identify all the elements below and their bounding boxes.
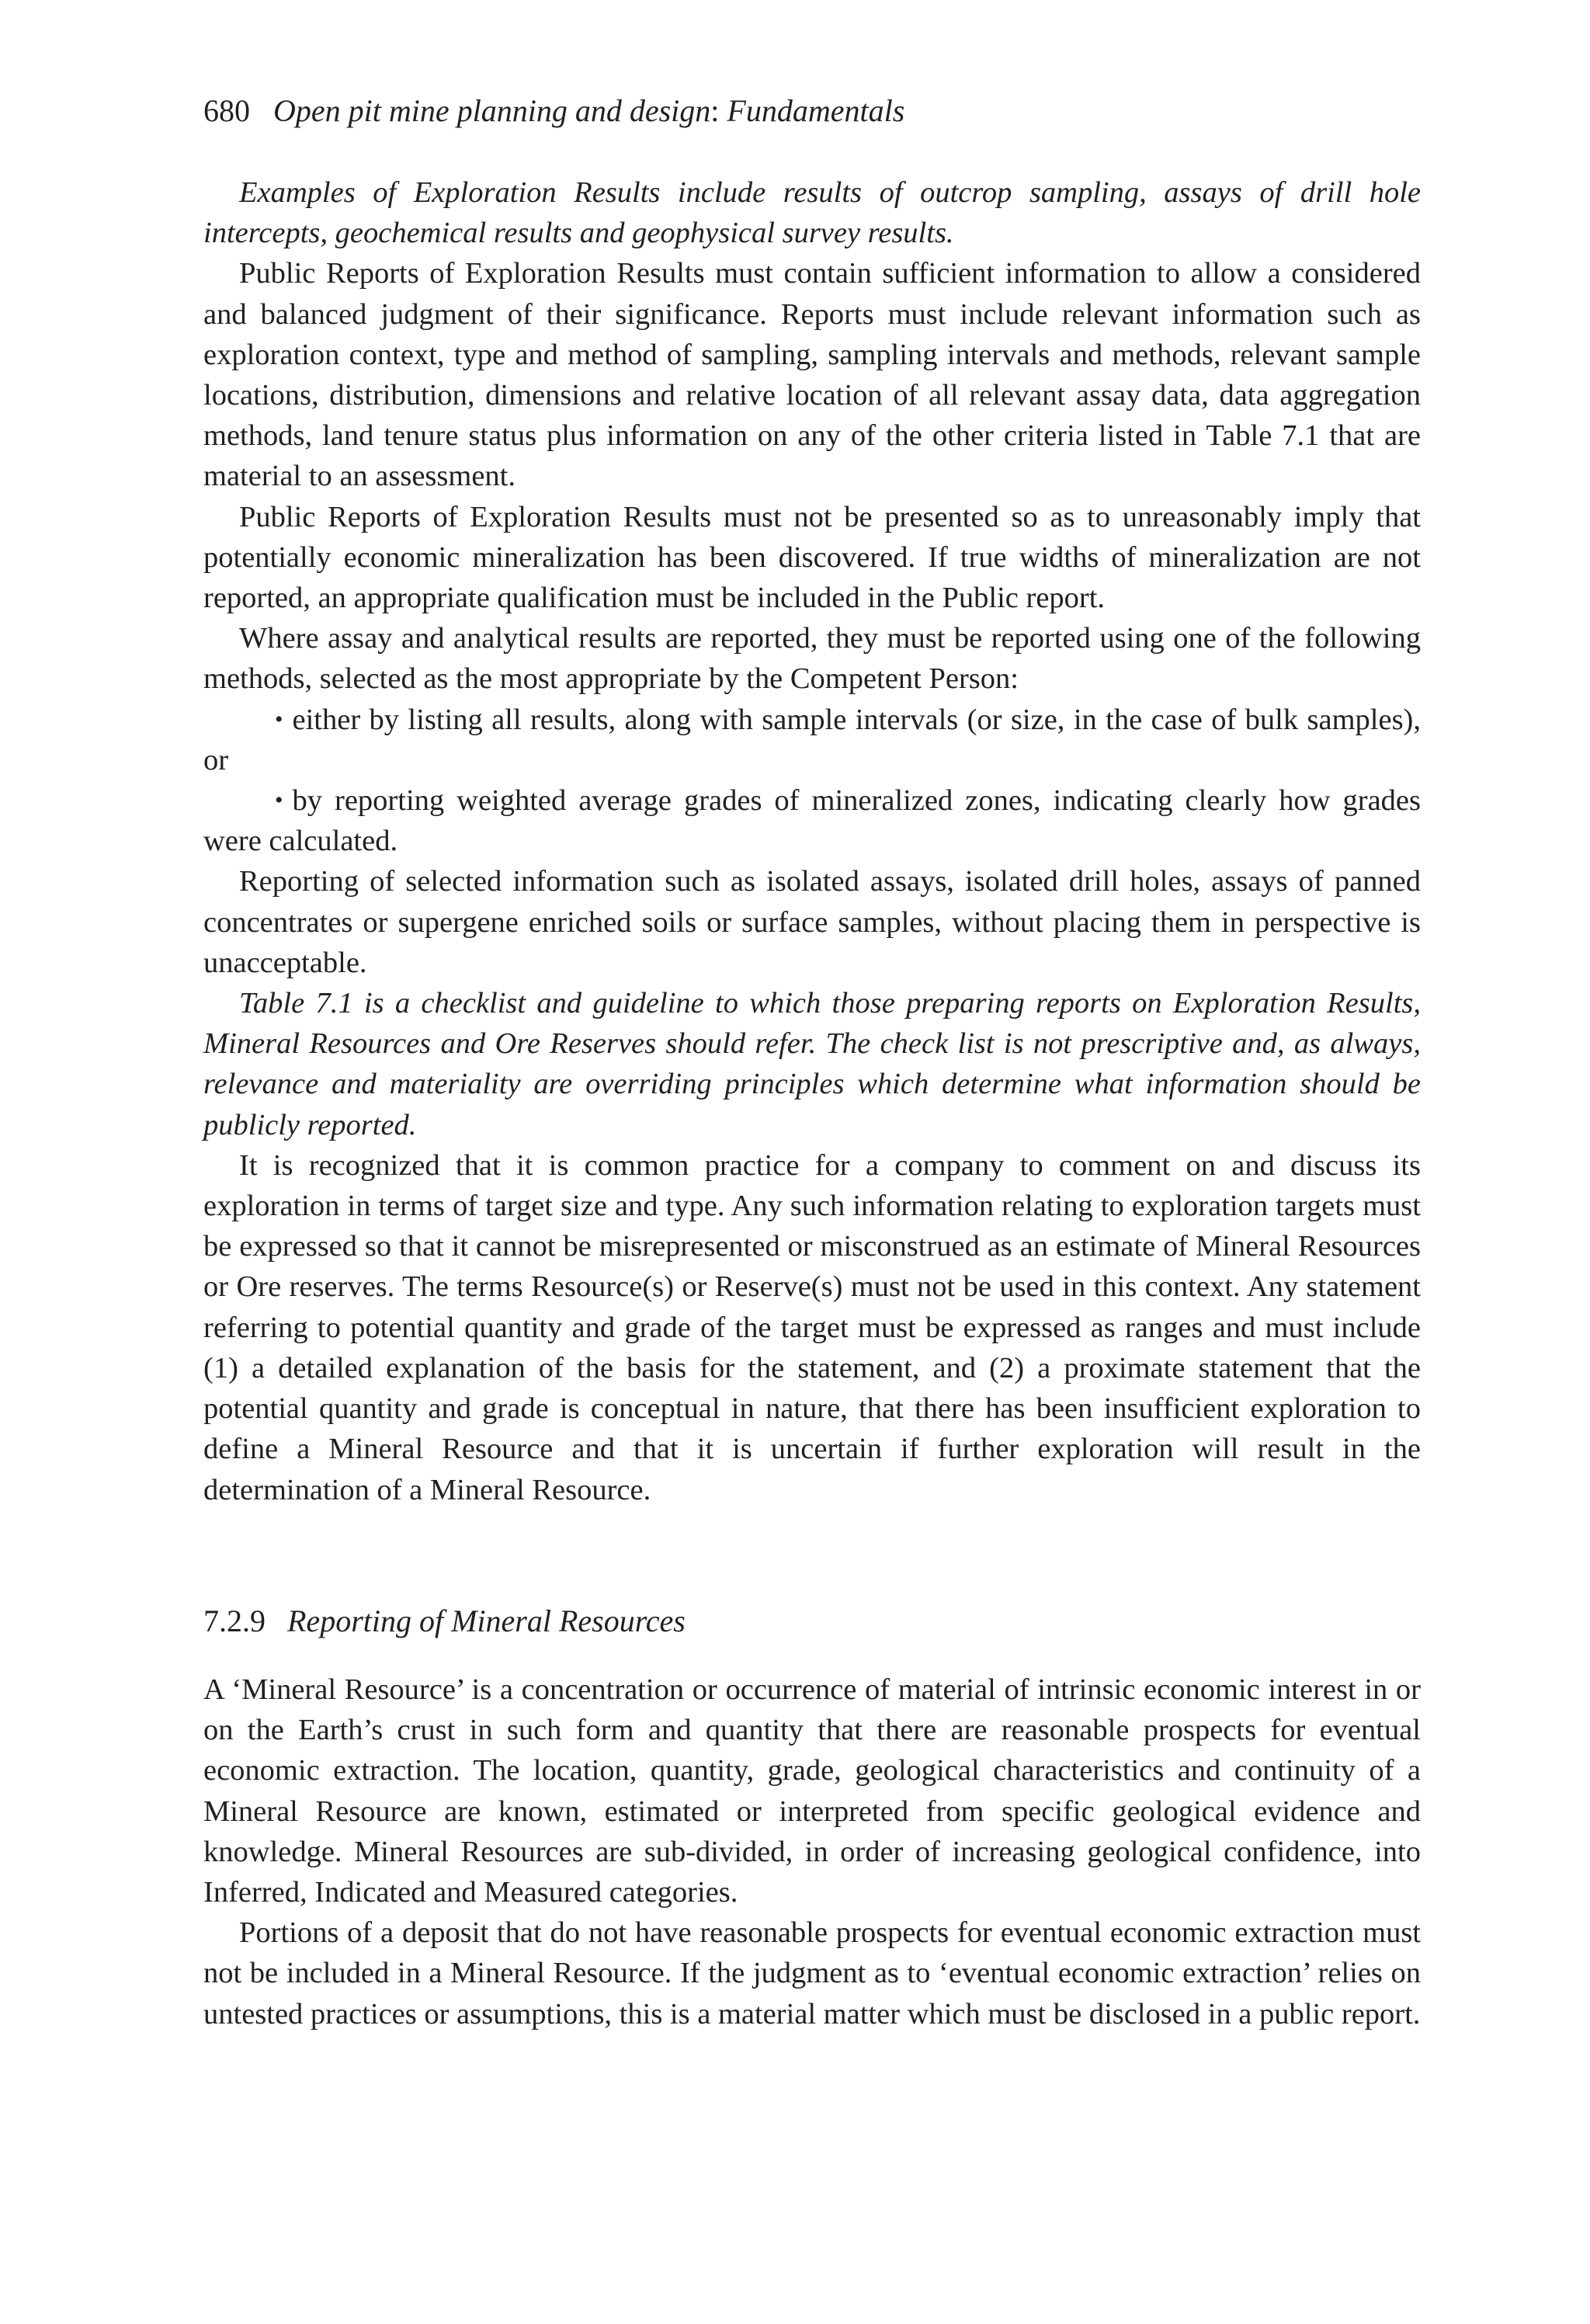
paragraph-assay-methods: Where assay and analytical results are reported, they must be reported using one of the following methods, selected as the most appropriate by the Competent Person: bbox=[203, 622, 1421, 696]
paragraph-table-checklist: Table 7.1 is a checklist and guideline to which those preparing reports on Exploration Results, Mineral Resources and Ore Reserves should refer. The check list is not prescriptive and, as always, relevance and materiality are overriding principles which determine what information should be publicly reported. bbox=[203, 987, 1421, 1141]
section-text-block bbox=[203, 1669, 1421, 2034]
bullet-item bbox=[203, 700, 1421, 780]
book-subtitle: Fundamentals bbox=[727, 93, 905, 128]
section-heading bbox=[203, 1602, 686, 1641]
page-number: 680 bbox=[203, 93, 250, 128]
paragraph-deposit-portions: Portions of a deposit that do not have reasonable prospects for eventual economic extraction must not be included in a Mineral Resource. If the judgment as to ‘eventual economic extraction’ relies on untested practices or assumptions, this is a material matter which must be disclosed in a public report. bbox=[203, 1916, 1421, 2030]
paragraph-exploration-targets: It is recognized that it is common practice for a company to comment on and discuss its exploration in terms of target size and type. Any such information relating to exploration targets must be expressed so that it cannot be misrepresented or misconstrued as an estimate of Mineral Resources or Ore reserves. The terms Resource(s) or Reserve(s) must not be used in this context. Any statement referring to potential quantity and grade of the target must be expressed as ranges and must include (1) a detailed explanation of the basis for the statement, and (2) a proximate statement that the potential quantity and grade is conceptual in nature, that there has been insufficient exploration to define a Mineral Resource and that it is uncertain if further exploration will result in the determination of a Mineral Resource. bbox=[203, 1148, 1421, 1506]
bullet-text: by reporting weighted average grades of mineralized zones, indicating clearly how grades were calculated. bbox=[203, 784, 1421, 858]
bullet-icon: • bbox=[275, 706, 283, 732]
bullet-item bbox=[203, 780, 1421, 861]
paragraph-public-report-content: Public Reports of Exploration Results must contain sufficient information to allow a considered and balanced judgment of their significance. Reports must include relevant information such as exploration context, type and method of sampling, sampling intervals and methods, relevant sample locations, distribution, dimensions and relative location of all relevant assay data, data aggregation methods, land tenure status plus information on any of the other criteria listed in Table 7.1 that are material to an assessment. bbox=[203, 257, 1421, 493]
section-title: Reporting of Mineral Resources bbox=[287, 1603, 686, 1638]
bullet-text: either by listing all results, along with sample intervals (or size, in the case of bulk samples), or bbox=[203, 703, 1421, 776]
title-separator: : bbox=[710, 93, 720, 128]
main-text-block bbox=[203, 172, 1421, 1510]
section-number: 7.2.9 bbox=[203, 1603, 266, 1638]
paragraph-mineral-resource-definition: A ‘Mineral Resource’ is a concentration or occurrence of material of intrinsic economic interest in or on the Earth’s crust in such form and quantity that there are reasonable prospects for eventual economic extraction. The location, quantity, grade, geological characteristics and continuity of a Mineral Resource are known, estimated or interpreted from specific geological evidence and knowledge. Mineral Resources are sub-divided, in order of increasing geological confidence, into Inferred, Indicated and Measured categories. bbox=[203, 1673, 1421, 1909]
paragraph-public-report-implication: Public Reports of Exploration Results must not be presented so as to unreasonably imply that potentially economic mineralization has been discovered. If true widths of mineralization are not reported, an appropriate qualification must be included in the Public report. bbox=[203, 500, 1421, 615]
paragraph-exploration-examples: Examples of Exploration Results include results of outcrop sampling, assays of drill hole intercepts, geochemical results and geophysical survey results. bbox=[203, 176, 1421, 250]
paragraph-selected-information: Reporting of selected information such as isolated assays, isolated drill holes, assays of panned concentrates or supergene enriched soils or surface samples, without placing them in perspective is unacceptable. bbox=[203, 865, 1421, 979]
bullet-icon: • bbox=[275, 787, 283, 814]
running-header bbox=[203, 92, 904, 130]
book-title: Open pit mine planning and design bbox=[273, 93, 711, 128]
